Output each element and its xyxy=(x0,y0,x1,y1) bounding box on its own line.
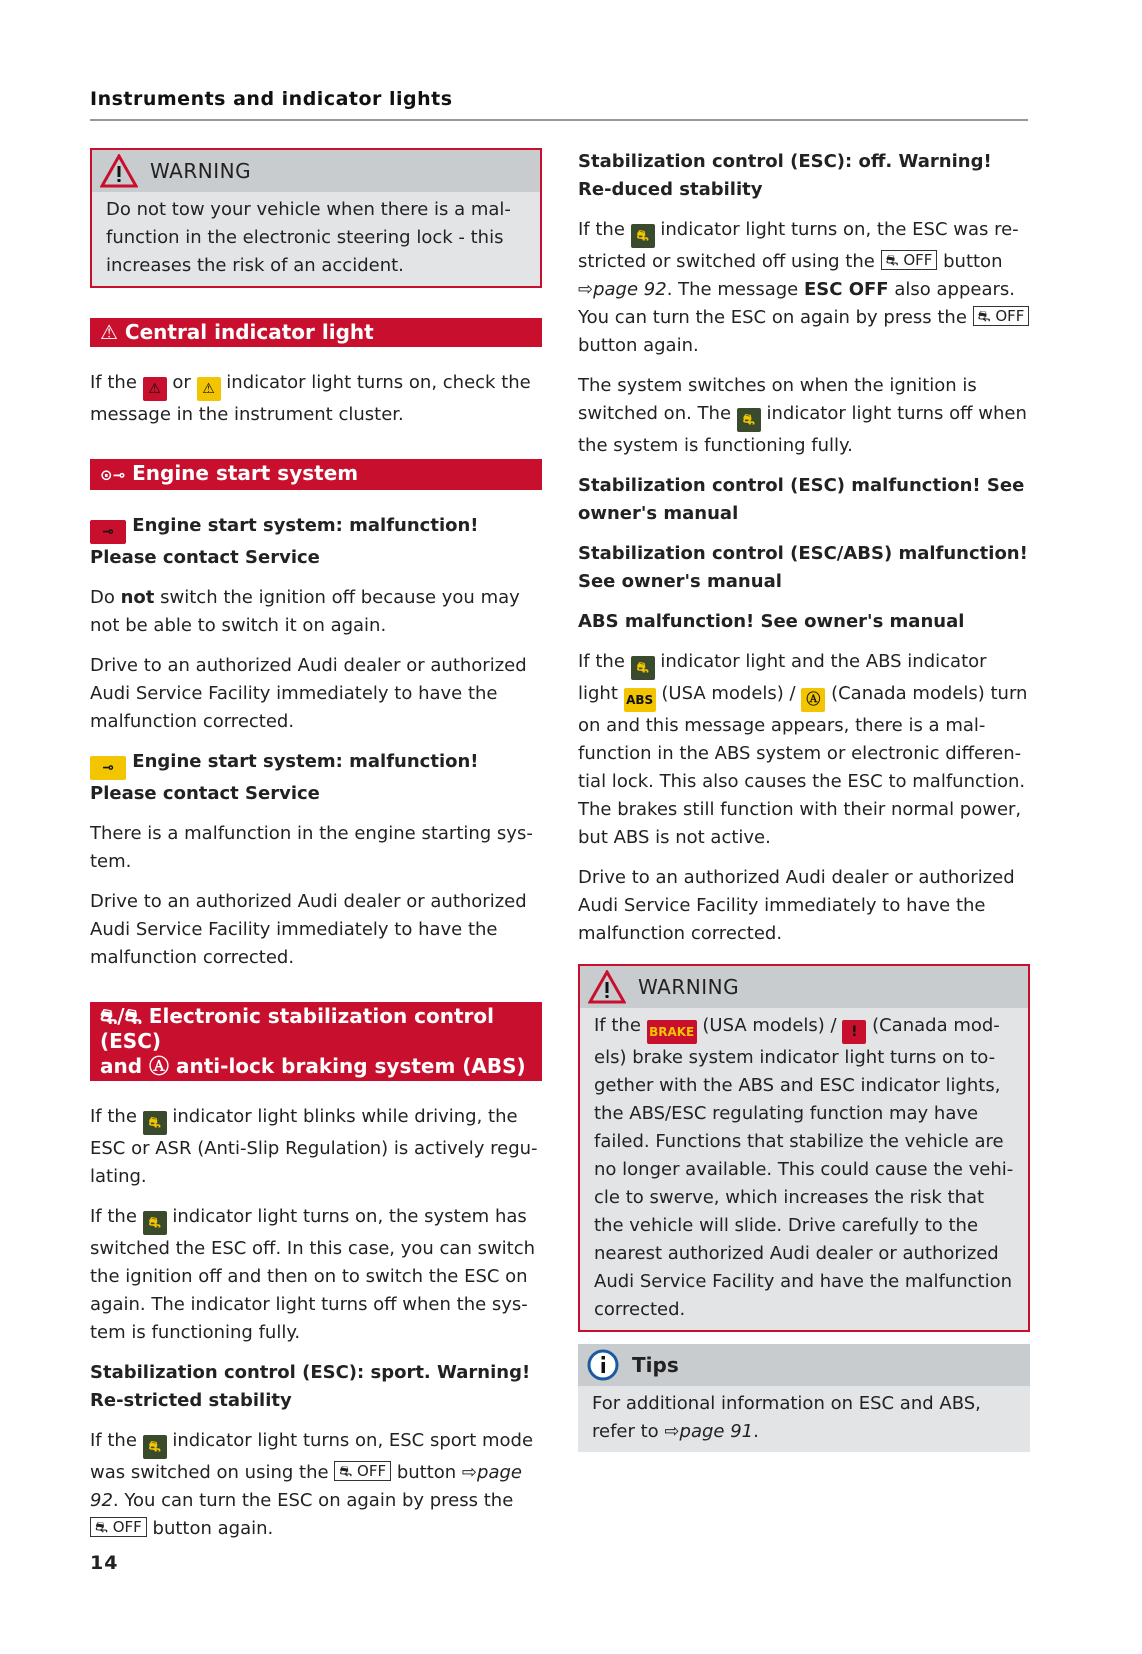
text-segment: indicator light turns on, the ESC was re-stricted or switched off using the xyxy=(578,219,1019,272)
text-segment: If the xyxy=(578,219,625,240)
warning-title: WARNING xyxy=(150,159,252,183)
text-segment: OFF xyxy=(112,1518,142,1536)
esc-off-indicator-icon: ⛐ xyxy=(143,1435,167,1459)
engine-heading-text: Engine start system xyxy=(132,461,359,485)
section-heading-engine xyxy=(90,459,542,490)
text-segment: If the xyxy=(90,372,137,393)
left-column xyxy=(90,148,542,1555)
text-segment: . xyxy=(753,1421,759,1442)
text-segment: . You can turn the ESC on again by press the xyxy=(112,1490,514,1511)
warning-box-brake xyxy=(578,964,1030,1332)
text-segment: indicator light turns on, the system has switched the ESC off. In this case, you can switch the ignition off and then on to switch the ESC on again. The indicator light turns off when the sys-tem is functioning fully. xyxy=(90,1206,536,1343)
esc-malfunction-sub-heading: Stabilization control (ESC) malfunction! See owner's manual xyxy=(578,475,1025,524)
abs-circle-icon: Ⓐ xyxy=(149,1054,170,1078)
esc-off-button-symbol: ⛐ OFF xyxy=(973,306,1030,326)
esc-paragraph-2 xyxy=(90,1203,542,1347)
right-paragraph-4: Drive to an authorized Audi dealer or authorized Audi Service Facility immediately to have the malfunction corrected. xyxy=(578,867,1015,944)
tips-title: Tips xyxy=(632,1353,679,1377)
text-segment: . The message xyxy=(666,279,799,300)
esc-paragraph-1 xyxy=(90,1103,542,1191)
warning-title-bar xyxy=(92,150,540,192)
esc-indicator-icon: ⛐ xyxy=(143,1211,167,1235)
text-segment: anti-lock braking system (ABS) xyxy=(176,1054,526,1078)
esc-off-indicator-icon: ⛐ xyxy=(631,224,655,248)
info-icon xyxy=(586,1348,620,1382)
engine-paragraph-2: Drive to an authorized Audi dealer or authorized Audi Service Facility immediately to have the malfunction corrected. xyxy=(90,655,527,732)
engine-paragraph-3: There is a malfunction in the engine starting sys-tem. xyxy=(90,823,533,872)
text-segment: If the xyxy=(90,1206,137,1227)
central-heading-text: Central indicator light xyxy=(124,320,374,344)
text-segment: The system switches on when the ignition is switched on. The xyxy=(578,375,977,424)
warning-triangle-icon: ⚠ xyxy=(100,320,118,344)
section-heading-central xyxy=(90,318,542,347)
arrow-right-icon: ⇨ xyxy=(664,1421,680,1442)
yellow-warning-indicator-icon: ⚠ xyxy=(197,377,221,401)
warning-triangle-icon xyxy=(100,154,138,188)
right-paragraph-1 xyxy=(578,216,1030,360)
text-segment: also appears. You can turn the ESC on again by press the xyxy=(578,279,1015,328)
arrow-right-icon: ⇨ xyxy=(578,279,594,300)
esc-off-sub-heading: Stabilization control (ESC): off. Warning! Re-duced stability xyxy=(578,151,992,200)
tips-text xyxy=(578,1386,1030,1452)
text-segment: and xyxy=(100,1054,143,1078)
text-segment: indicator light and the ABS indicator light xyxy=(578,651,987,704)
text-segment: If the xyxy=(90,1430,137,1451)
text-segment: Engine start system: malfunction! Please contact Service xyxy=(90,751,479,804)
red-key-indicator-icon: ⊸ xyxy=(90,520,126,544)
brake-circle-indicator-icon: ! xyxy=(842,1020,866,1044)
warning-text xyxy=(580,1008,1028,1330)
warning-title: WARNING xyxy=(638,975,740,999)
text-segment: indicator light turns on, check the message in the instrument cluster. xyxy=(90,372,531,425)
text-segment: (Canada mod-els) brake system indicator light turns on to-gether with the ABS and ESC indicator lights, the ABS/ESC regulating function may have failed. Functions that stabilize the vehicle are no longer available. This could cause the vehi-cle to swerve, which increases the risk that the vehicle will slide. Drive carefully to the nearest authorized Audi dealer or authorized Audi Service Facility and have the malfunction corrected. xyxy=(594,1015,1014,1320)
esc-paragraph-3 xyxy=(90,1427,542,1543)
text-segment: button again. xyxy=(578,335,699,356)
engine-sub-heading-yellow xyxy=(90,748,542,808)
page-number: 14 xyxy=(90,1552,119,1574)
text-segment: (USA models) / xyxy=(702,1015,837,1036)
abs-indicator-icon: ABS xyxy=(624,688,656,712)
engine-sub-heading-red xyxy=(90,512,542,572)
text-segment: not xyxy=(120,587,155,608)
text-segment: If the xyxy=(578,651,625,672)
central-paragraph xyxy=(90,369,542,429)
text-segment: Do xyxy=(90,587,115,608)
warning-title-bar xyxy=(580,966,1028,1008)
esc-off-button-symbol: ⛐ OFF xyxy=(334,1461,391,1481)
text-segment: button xyxy=(943,251,1003,272)
header-rule xyxy=(90,119,1028,121)
abs-malfunction-sub-heading: ABS malfunction! See owner's manual xyxy=(578,611,965,632)
text-segment: indicator light turns off when the system is functioning fully. xyxy=(578,403,1027,456)
esc-indicator-icon: ⛐ xyxy=(143,1111,167,1135)
right-paragraph-2 xyxy=(578,372,1030,460)
tips-box xyxy=(578,1344,1030,1452)
text-segment: (USA models) / xyxy=(661,683,796,704)
esc-abs-malfunction-sub-heading: Stabilization control (ESC/ABS) malfunction! See owner's manual xyxy=(578,543,1028,592)
text-segment: OFF xyxy=(903,251,933,269)
warning-triangle-icon xyxy=(588,970,626,1004)
text-segment: OFF xyxy=(357,1462,387,1480)
esc-indicator-icon: ⛐ xyxy=(631,656,655,680)
page-header-title: Instruments and indicator lights xyxy=(90,88,453,110)
page-reference: page 92 xyxy=(593,279,667,300)
engine-paragraph-1 xyxy=(90,584,542,640)
text-segment: button xyxy=(396,1462,457,1483)
text-segment: button again. xyxy=(152,1518,274,1539)
brake-indicator-icon: BRAKE xyxy=(647,1020,697,1044)
esc-off-button-symbol: ⛐ OFF xyxy=(881,250,938,270)
warning-text: Do not tow your vehicle when there is a mal-function in the electronic steering lock - this increases the risk of an accident. xyxy=(106,199,511,276)
text-segment: ESC OFF xyxy=(803,279,889,300)
arrow-right-icon: ⇨ xyxy=(461,1462,478,1483)
text-segment: OFF xyxy=(995,307,1025,325)
text-segment: For additional information on ESC and ABS, refer to xyxy=(592,1393,981,1442)
text-segment: indicator light turns on, ESC sport mode was switched on using the xyxy=(90,1430,534,1483)
key-icon: ⊙⊸ xyxy=(100,466,126,484)
text-segment: Engine start system: malfunction! Please contact Service xyxy=(90,515,479,568)
abs-circle-indicator-icon: Ⓐ xyxy=(801,688,825,712)
red-warning-indicator-icon: ⚠ xyxy=(143,377,167,401)
text-segment: Electronic stabilization control (ESC) xyxy=(100,1004,495,1053)
warning-box-steering-lock xyxy=(90,148,542,288)
yellow-key-indicator-icon: ⊸ xyxy=(90,756,126,780)
esc-sport-sub-heading: Stabilization control (ESC): sport. Warning! Re-stricted stability xyxy=(90,1362,531,1411)
text-segment: indicator light blinks while driving, the ESC or ASR (Anti-Slip Regulation) is actively regu-lating. xyxy=(90,1106,538,1187)
page-reference: page 91 xyxy=(679,1421,754,1442)
engine-paragraph-4: Drive to an authorized Audi dealer or authorized Audi Service Facility immediately to have the malfunction corrected. xyxy=(90,891,527,968)
right-column xyxy=(578,148,1030,1452)
esc-icon: ⛐/⛐ xyxy=(100,1004,142,1028)
text-segment: If the xyxy=(90,1106,137,1127)
text-segment: (Canada models) turn on and this message appears, there is a mal-function in the ABS system or electronic differen-tial lock. This also causes the ESC to malfunction. The brakes still function with their normal power, but ABS is not active. xyxy=(578,683,1028,848)
right-paragraph-3 xyxy=(578,648,1030,852)
esc-off-indicator-icon: ⛐ xyxy=(737,408,761,432)
text-segment: If the xyxy=(594,1015,641,1036)
page-reference: page 92 xyxy=(90,1462,522,1511)
tips-title-bar xyxy=(578,1344,1030,1386)
text-segment: switch the ignition off because you may not be able to switch it on again. xyxy=(90,587,520,636)
text-segment: or xyxy=(172,372,191,393)
section-heading-esc-abs xyxy=(90,1002,542,1081)
esc-off-button-symbol: ⛐ OFF xyxy=(90,1517,147,1537)
